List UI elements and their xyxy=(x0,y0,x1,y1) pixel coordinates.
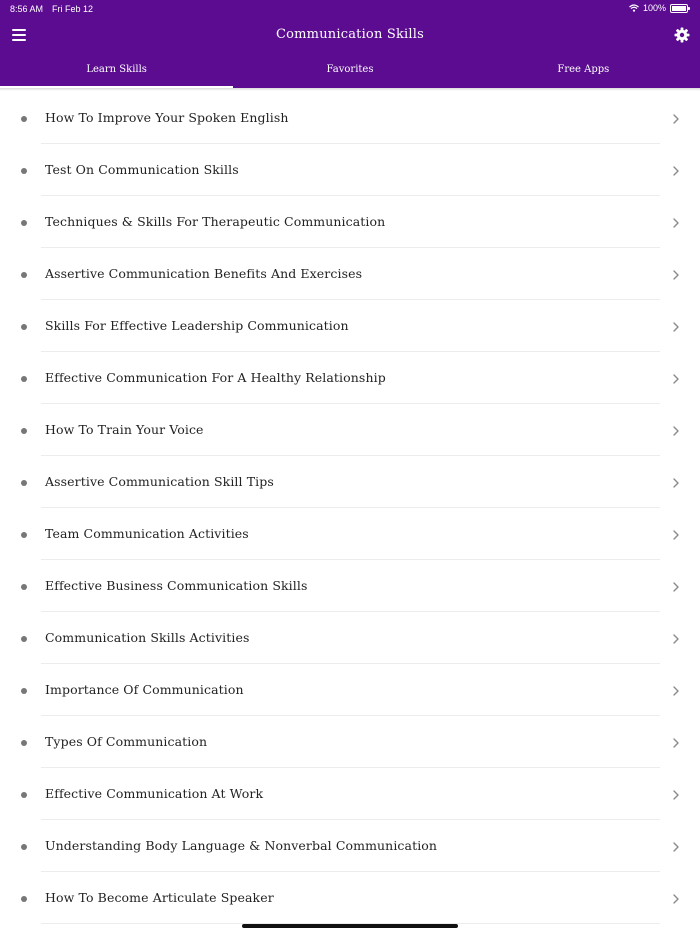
list-item[interactable] xyxy=(0,664,700,716)
tab-learn-skills[interactable]: Learn Skills xyxy=(0,54,233,88)
list-item[interactable] xyxy=(0,196,700,248)
list-item-label: Assertive Communication Skill Tips xyxy=(45,474,274,489)
chevron-right-icon xyxy=(672,894,680,904)
list-item[interactable] xyxy=(0,768,700,820)
list-item-label: Techniques & Skills For Therapeutic Communication xyxy=(45,214,386,229)
bullet-icon xyxy=(21,376,27,382)
bullet-icon xyxy=(21,480,27,486)
list-item[interactable] xyxy=(0,456,700,508)
list-item-label: Effective Business Communication Skills xyxy=(45,578,308,593)
list-item-label: Team Communication Activities xyxy=(45,526,249,541)
bullet-icon xyxy=(21,532,27,538)
chevron-right-icon xyxy=(672,530,680,540)
bullet-icon xyxy=(21,168,27,174)
tab-free-apps[interactable]: Free Apps xyxy=(557,64,610,75)
chevron-right-icon xyxy=(672,426,680,436)
page-title: Communication Skills xyxy=(275,27,424,42)
list-item[interactable] xyxy=(0,352,700,404)
wifi-icon xyxy=(629,4,639,12)
home-indicator[interactable] xyxy=(242,924,458,928)
status-right xyxy=(629,3,688,13)
bullet-icon xyxy=(21,272,27,278)
list-item[interactable] xyxy=(0,560,700,612)
list-item[interactable] xyxy=(0,508,700,560)
list-item-label: How To Become Articulate Speaker xyxy=(45,890,274,905)
bullet-icon xyxy=(21,428,27,434)
chevron-right-icon xyxy=(672,322,680,332)
skills-list xyxy=(0,92,700,924)
tab-favorites[interactable]: Favorites xyxy=(326,64,374,75)
chevron-right-icon xyxy=(672,374,680,384)
chevron-right-icon xyxy=(672,270,680,280)
bullet-icon xyxy=(21,584,27,590)
list-item-label: Test On Communication Skills xyxy=(45,162,239,177)
list-item-label: Effective Communication At Work xyxy=(45,786,264,801)
chevron-right-icon xyxy=(672,218,680,228)
bullet-icon xyxy=(21,116,27,122)
list-item[interactable] xyxy=(0,612,700,664)
status-date: Fri Feb 12 xyxy=(52,4,94,14)
battery-icon xyxy=(670,4,688,13)
tab-bar xyxy=(0,54,700,88)
bullet-icon xyxy=(21,896,27,902)
chevron-right-icon xyxy=(672,478,680,488)
bullet-icon xyxy=(21,324,27,330)
status-time: 8:56 AM xyxy=(10,4,44,14)
chevron-right-icon xyxy=(672,790,680,800)
chevron-right-icon xyxy=(672,166,680,176)
tab-bar-shadow xyxy=(0,88,700,91)
status-bar xyxy=(0,0,700,18)
list-item[interactable] xyxy=(0,300,700,352)
chevron-right-icon xyxy=(672,634,680,644)
list-item-label: Importance Of Communication xyxy=(45,682,244,697)
bullet-icon xyxy=(21,740,27,746)
list-item[interactable] xyxy=(0,248,700,300)
list-item[interactable] xyxy=(0,716,700,768)
list-item-label: Types Of Communication xyxy=(45,734,208,749)
list-item[interactable] xyxy=(0,144,700,196)
chevron-right-icon xyxy=(672,582,680,592)
chevron-right-icon xyxy=(672,738,680,748)
gear-icon[interactable] xyxy=(674,27,690,43)
bullet-icon xyxy=(21,792,27,798)
list-item-label: How To Train Your Voice xyxy=(45,422,204,437)
list-item-label: Assertive Communication Benefits And Exercises xyxy=(45,266,363,281)
list-item[interactable] xyxy=(0,872,700,924)
chevron-right-icon xyxy=(672,686,680,696)
list-item-label: Skills For Effective Leadership Communication xyxy=(45,318,349,333)
list-item[interactable] xyxy=(0,404,700,456)
list-item-label: Understanding Body Language & Nonverbal Communication xyxy=(45,838,438,853)
chevron-right-icon xyxy=(672,114,680,124)
bullet-icon xyxy=(21,844,27,850)
list-item-label: Effective Communication For A Healthy Relationship xyxy=(45,370,386,385)
chevron-right-icon xyxy=(672,842,680,852)
list-item-label: How To Improve Your Spoken English xyxy=(45,110,289,125)
nav-bar xyxy=(0,18,700,54)
bullet-icon xyxy=(21,688,27,694)
list-item-label: Communication Skills Activities xyxy=(45,630,250,645)
battery-percent: 100% xyxy=(642,3,666,13)
bullet-icon xyxy=(21,636,27,642)
list-item[interactable] xyxy=(0,820,700,872)
battery-fill xyxy=(672,6,686,11)
bullet-icon xyxy=(21,220,27,226)
list-item[interactable] xyxy=(0,92,700,144)
